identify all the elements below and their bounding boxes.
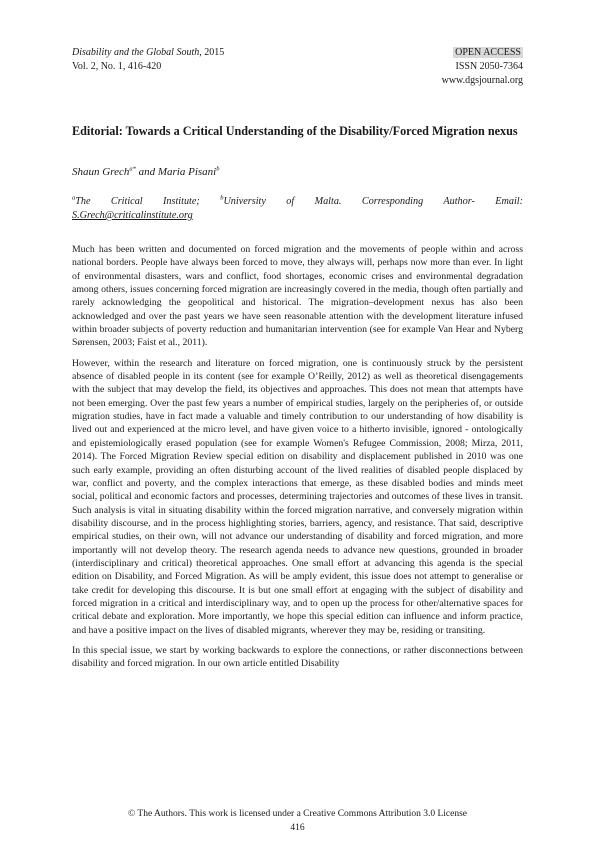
body-paragraph-1: Much has been written and documented on forced migration and the movements of people within and across national borders. People have always been forced to move, they always will, perhaps now more than ever. In light of environmental disasters, wars and conflict, food shortages, economic crises and environmental degradation among others, issues concerning forced migration are increasingly covered in the media, though often partially and rarely acknowledging the geopolitical and historical. The migration–development nexus has also been acknowledged and over the past years we have seen reasonable attention with the development literature infused within broader subjects of poverty reduction and humanitarian intervention (see for example Van Hear and Nyberg Sørensen, 2003; Faist et al., 2011). (72, 244, 523, 349)
author-2: Maria Pisani (157, 166, 217, 178)
license-notice: © The Authors. This work is licensed under a Creative Commons Attribution 3.0 License (127, 809, 468, 819)
journal-name: Disability and the Global South, (72, 47, 202, 58)
author-line (72, 166, 219, 178)
open-access-badge: OPEN ACCESS (455, 47, 521, 58)
author-1-marker: a* (129, 165, 136, 173)
affil-b-marker: b (220, 194, 224, 202)
author-1: Shaun Grech (72, 166, 130, 178)
journal-citation (72, 46, 224, 60)
journal-access-info (442, 46, 523, 88)
journal-volume: Vol. 2, No. 1, 416-420 (72, 61, 162, 72)
affiliations (72, 195, 523, 223)
page-footer (0, 807, 595, 835)
corresponding-email-link[interactable]: S.Grech@criticalinstitute.org (72, 210, 193, 221)
page-number: 416 (290, 823, 305, 833)
affil-a-marker: a (72, 194, 76, 202)
journal-website[interactable]: www.dgsjournal.org (441, 75, 523, 86)
author-2-marker: b (216, 165, 220, 173)
affil-a: The Critical Institute; (75, 196, 221, 207)
affil-b: University of Malta. Corresponding Author- Email: (223, 196, 523, 207)
author-join: and (135, 166, 158, 178)
article-body (72, 243, 523, 678)
journal-year: 2015 (201, 47, 225, 58)
journal-header (72, 46, 224, 74)
article-title: Editorial: Towards a Critical Understanding of the Disability/Forced Migration nexus (72, 124, 518, 138)
body-paragraph-3: In this special issue, we start by working backwards to explore the connections, or rather disconnections between disability and forced migration. In our own article entitled Disability (72, 644, 523, 670)
issn: ISSN 2050-7364 (455, 61, 523, 72)
body-paragraph-2: However, within the research and literature on forced migration, one is continuously struck by the persistent absence of disabled people in its content (see for example O’Reilly, 2012) as well as theoretical disengagements with the subject that may develop the field, its objectives and approaches. This does not mean that attempts have not been emerging. Over the past few years a number of empirical studies, largely on the peripheries of, or outside migration studies, have in fact made a valuable and timely contribution to our understanding of how disability is lived out and experienced at the micro level, and have given voice to a hitherto invisible, ignored - ontologically and epistemiologically erased population (see for example Women's Refugee Commission, 2008; Mirza, 2011, 2014). The Forced Migration Review special edition on disability and displacement published in 2010 was one such early example, providing an often disturbing account of the lived realities of disabled people displaced by war, conflict and poverty, and the complex interactions that emerge, as these disabled bodies and minds meet social, political and economic factors and processes, determining trajectories and outcomes of these lives in transit. Such analysis is vital in situating disability within the forced migration narrative, and conversely migration within disability discourse, and in the process highlighting stories, barriers, agency, and resistance. That said, descriptive empirical studies, on their own, will not advance our understanding of disability and forced migration, and more importantly will not develop theory. The research agenda needs to advance new questions, grounded in broader (interdisciplinary and critical) theoretical approaches. One small effort at advancing this agenda is the special edition on Disability, and Forced Migration. As will be amply evident, this issue does not attempt to generalise or take credit for developing this discourse. It is but one small effort at engaging with the subject of disability and forced migration in a critical and interdisciplinary way, and to open up the process for other/alternative spaces for critical debate and exploration. More importantly, we hope this special edition can influence and inform practice, and have a positive impact on the lives of disabled migrants, wherever they may be, residing or transiting. (72, 357, 523, 636)
